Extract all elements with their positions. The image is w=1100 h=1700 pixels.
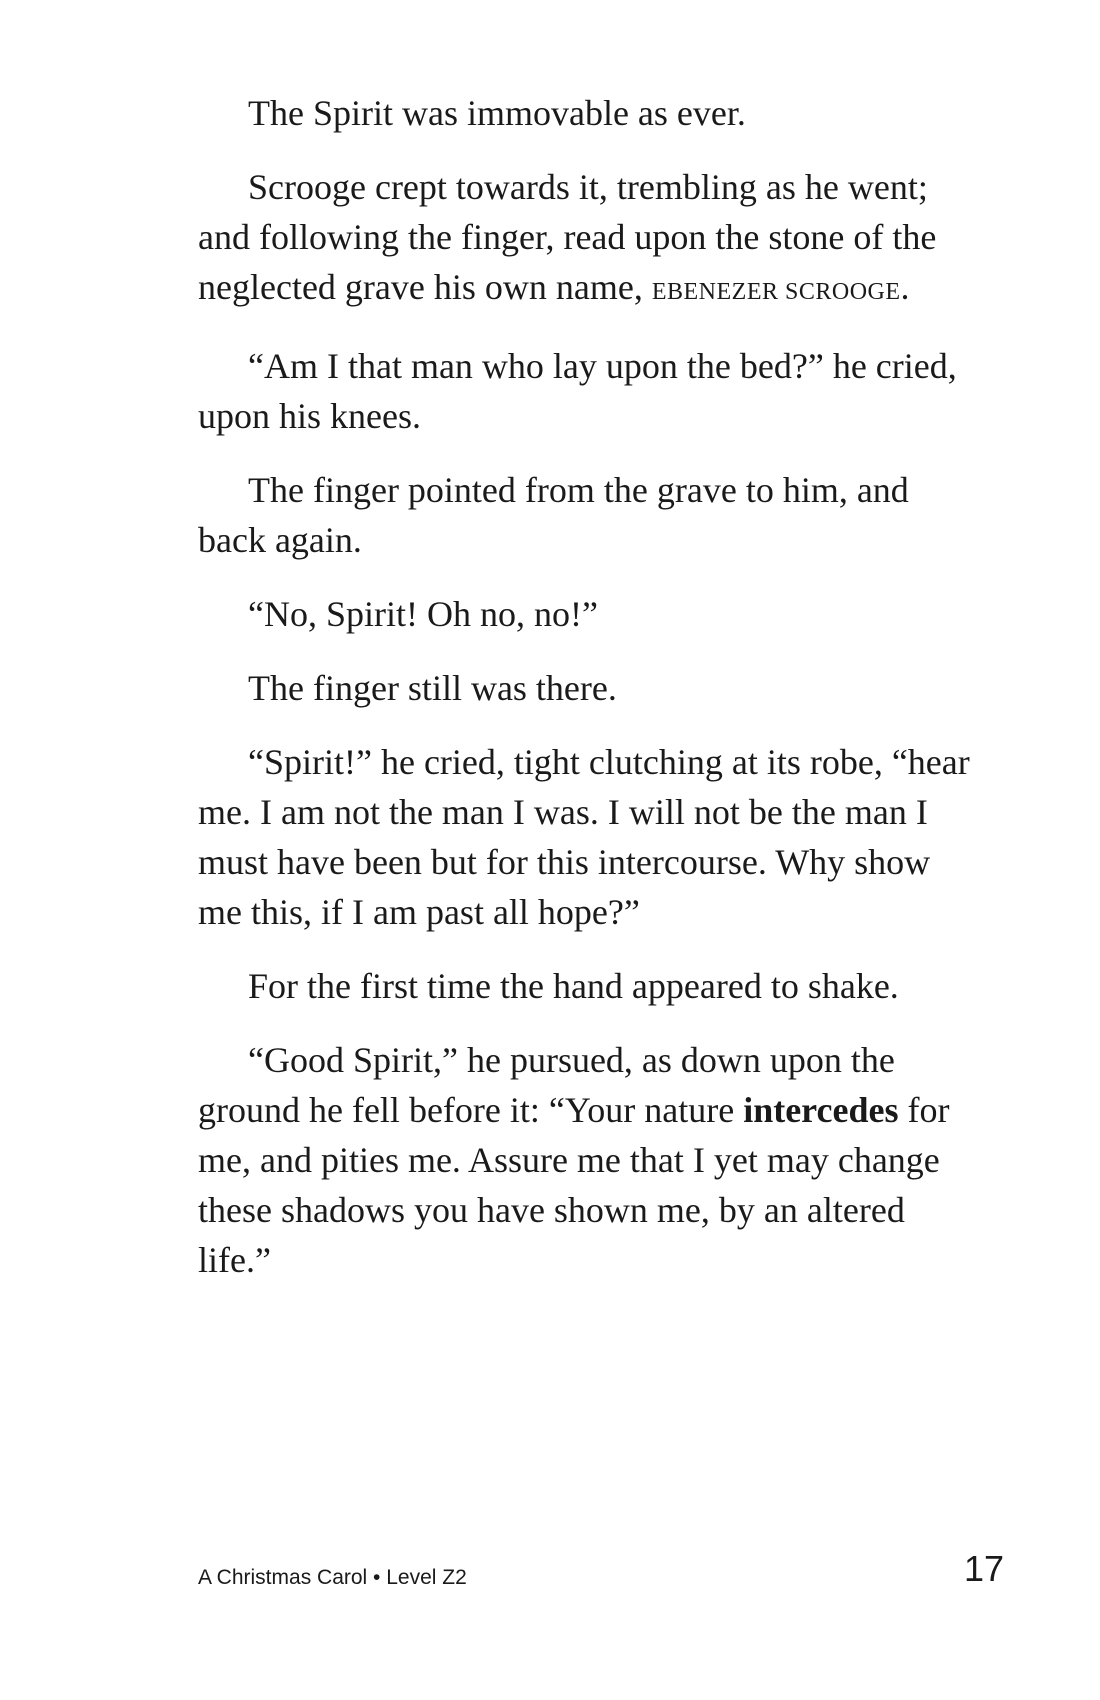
paragraph-2-text: Scrooge crept towards it, trembling as he went; and following the finger, read upon the stone of the neglected grave his own name, <box>198 167 937 307</box>
paragraph-9 <box>198 1035 978 1285</box>
story-text <box>198 88 978 1309</box>
vocabulary-word: intercedes <box>743 1090 899 1130</box>
paragraph-9-after: for me, and pities me. Assure me that I yet may change these shadows you have shown me, by an altered life.” <box>198 1090 950 1280</box>
paragraph-7: “Spirit!” he cried, tight clutching at its robe, “hear me. I am not the man I was. I will not be the man I must have been but for this intercourse. Why show me this, if I am past all hope?” <box>198 742 970 932</box>
grave-name: EBENEZER SCROOGE <box>651 279 901 305</box>
paragraph-3: “Am I that man who lay upon the bed?” he cried, upon his knees. <box>198 346 957 436</box>
footer-book-title: A Christmas Carol • Level Z2 <box>198 1566 467 1589</box>
paragraph-1: The Spirit was immovable as ever. <box>248 93 746 133</box>
paragraph-4: The finger pointed from the grave to him, and back again. <box>198 470 909 560</box>
paragraph-6: The finger still was there. <box>248 668 617 708</box>
page-number: 17 <box>963 1548 1004 1589</box>
paragraph-8: For the first time the hand appeared to shake. <box>248 966 899 1006</box>
paragraph-2 <box>198 162 978 317</box>
paragraph-2-end: . <box>900 267 910 307</box>
paragraph-5: “No, Spirit! Oh no, no!” <box>248 594 598 634</box>
paragraph-9-before: “Good Spirit,” he pursued, as down upon the ground he fell before it: “Your nature <box>198 1040 895 1130</box>
